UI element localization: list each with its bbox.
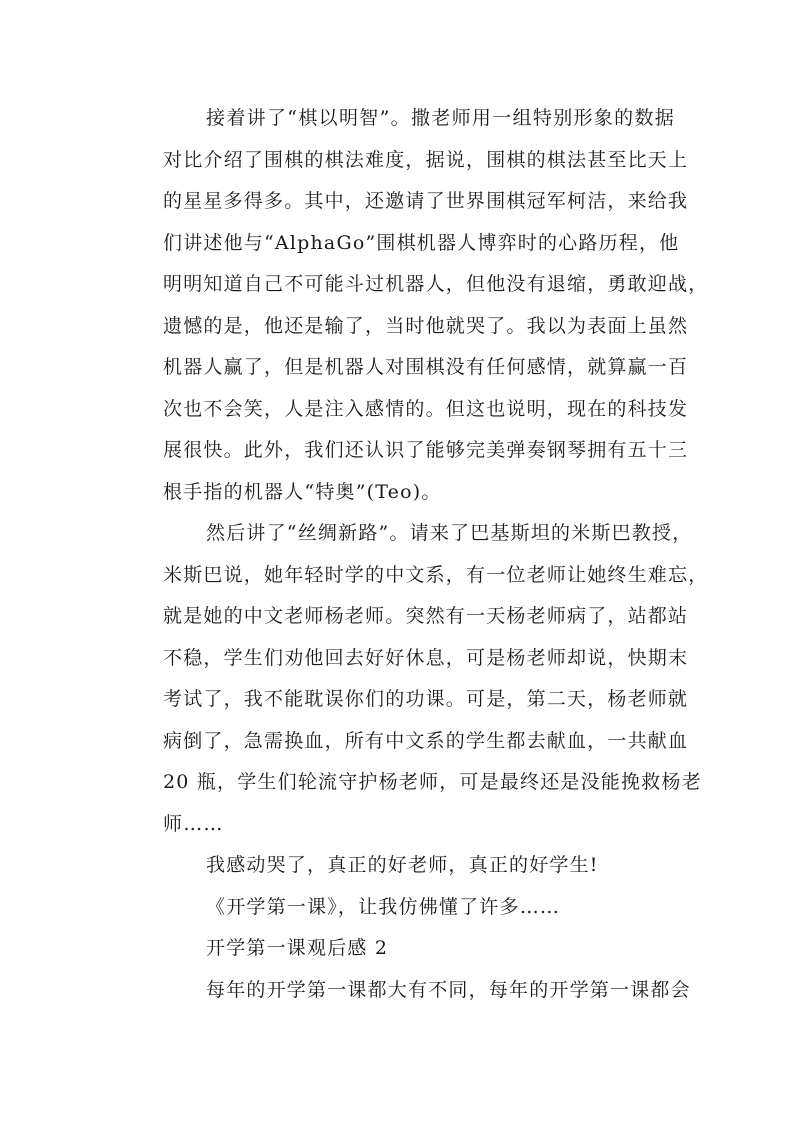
document-body (120, 98, 709, 1011)
text-line: 们讲述他与“AlphaGo”围棋机器人博弈时的心路历程，他 (163, 231, 680, 254)
text-line: 《开学第一课》，让我仿佛懂了许多…… (206, 895, 561, 918)
paragraph-moved (120, 845, 675, 887)
text-line: 就是她的中文老师杨老师。突然有一天杨老师病了，站都站 (163, 605, 689, 627)
paragraph-silk-road (120, 513, 709, 845)
text-line: 对比介绍了围棋的棋法难度，据说，围棋的棋法甚至比天上 (163, 148, 689, 171)
text-line: 的星星多得多。其中，还邀请了世界围棋冠军柯洁，来给我 (163, 190, 689, 212)
text-line: 不稳，学生们劝他回去好好休息，可是杨老师却说，快期末 (163, 646, 689, 669)
section-heading (120, 928, 675, 970)
text-line: 我感动哭了，真正的好老师，真正的好学生! (206, 854, 599, 876)
text-line: 明明知道自己不可能斗过机器人，但他没有退缩，勇敢迎战， (163, 273, 709, 295)
paragraph-understood (120, 887, 675, 929)
text-line: 次也不会笑，人是注入感情的。但这也说明，现在的科技发 (163, 397, 689, 420)
section-title: 开学第一课观后感 2 (206, 937, 389, 959)
text-line: 20 瓶，学生们轮流守护杨老师，可是最终还是没能挽救杨老 (163, 771, 702, 793)
text-line: 师…… (163, 812, 224, 835)
text-line: 展很快。此外，我们还认识了能够完美弹奏钢琴拥有五十三 (163, 439, 689, 461)
text-line: 根手指的机器人“特奥”(Teo)。 (163, 480, 442, 503)
text-line: 病倒了，急需换血，所有中文系的学生都去献血，一共献血 (163, 729, 689, 752)
text-line: 遗憾的是，他还是输了，当时他就哭了。我以为表面上虽然 (163, 314, 689, 337)
paragraph-go-wisdom (120, 98, 709, 513)
paragraph-every-year (120, 970, 691, 1012)
text-line: 米斯巴说，她年轻时学的中文系，有一位老师让她终生难忘， (163, 563, 709, 586)
text-line: 考试了，我不能耽误你们的功课。可是，第二天，杨老师就 (163, 688, 689, 710)
text-line: 然后讲了“丝绸新路”。请来了巴基斯坦的米斯巴教授， (206, 522, 693, 544)
text-line: 机器人赢了，但是机器人对围棋没有任何感情，就算赢一百 (163, 356, 689, 378)
text-line: 每年的开学第一课都大有不同，每年的开学第一课都会 (206, 978, 691, 1001)
text-line: 接着讲了“棋以明智”。撒老师用一组特别形象的数据 (206, 107, 675, 129)
